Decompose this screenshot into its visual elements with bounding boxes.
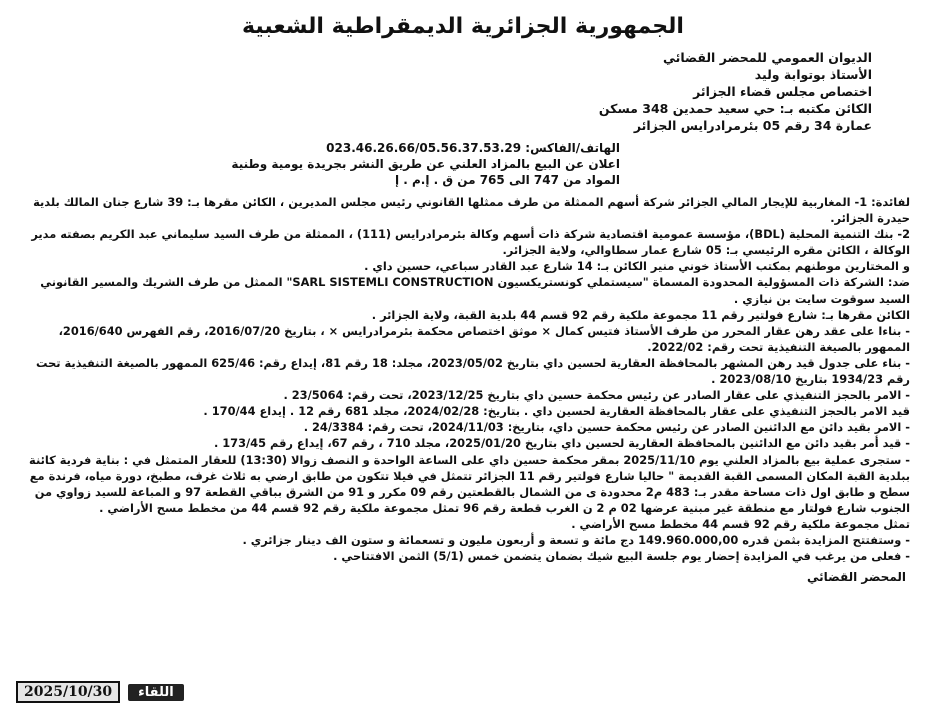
body-paragraph: - الامر بقيد دائن مع الدائنين الصادر عن رئيس محكمة حسين داي، بتاريخ: 2024/11/03، تحت رقم: 24/3384 . [303, 420, 910, 435]
body-paragraph: - بناءا على عقد رهن عقار المحرر من طرف الأستاذ فتيس كمال × موثق اختصاص محكمة بئرمرادرايس × ، بتاريخ 2016/07/20، رقم الفهرس 2016/640، الممهور بالصيغة التنفيذية تحت رقم: 2022/02. [58, 323, 910, 354]
body-paragraph: قيد الامر بالحجز التنفيذي على عقار بالمحافظة العقارية لحسين داي . بتاريخ: 2024/02/28، مجلد 681 رقم 12 . إيداع 170/44 . [203, 404, 910, 419]
body-paragraph: - بناء على جدول قيد رهن المشهر بالمحافظة العقارية لحسين داي بتاريخ 2023/05/02، مجلد: 18 رقم 81، إيداع رقم: 625/46 الممهور بالصيغة التنفيذية تحت رقم 1934/23 بتاريخ 2023/08/10 . [36, 355, 910, 387]
body-paragraph: - وستفتتح المزايدة بثمن قدره 149.960.000,00 دج مائة و تسعة و أربعون مليون و تسعمائة و ستون الف دينار جزائري . [242, 532, 910, 547]
phone-fax: الهاتف/الفاكس: 023.46.26.66/05.56.37.53.29 [326, 141, 620, 155]
body-paragraph: لفائدة: 1- المغاربية للإيجار المالي الجزائر شركة أسهم الممثلة من طرف ممثلها القانوني رئيس مجلس المديرين ، الكائن مقرها بـ: 39 شارع جنان المالك بلدية حيدرة الجزائر. [33, 195, 910, 226]
page-title: الجمهورية الجزائرية الديمقراطية الشعبية [242, 14, 684, 39]
header-line: الأستاذ بوتوابة وليد [754, 67, 872, 82]
notice-body [16, 194, 910, 564]
body-paragraph: - قيد أمر بقيد دائن مع الدائنين بالمحافظة العقارية لحسين داي بتاريخ 2025/01/20، مجلد 710 ، رقم 67، إيداع رقم 173/45 . [213, 436, 910, 451]
body-paragraph: - ستجرى عملية بيع بالمزاد العلني يوم 2025/11/10 بمقر محكمة حسين داي على الساعة الواحدة و النصف زوالا (13:30) للعقار المتمثل في : بناية فردية كائنة ببلدية القبة المكان المسمى القبة القديمة " حاليا شارع فولتير رقم 11 الجزائر تتمثل في فيلا تتكون من طابق ارضي به ثلاث غرف، مطبخ، دورة مياه، فرندة مع سطح و طابق اول ذات مساحة مقدر بـ: 483 م2 محدودة ى من الشمال بالقطعتين رقم 09 مكرر و 91 من الشرق بباقي القطعة 97 و المباعة للسيد زواوي من الجنوب شارع فولتار مع منطقة غير مبنية عرضها 02 م 2 ن الغرب قطعة رقم 96 تمثل مجموعة ملكية رقم 92 قسم 44 من مخطط مسح الأراضي . [29, 452, 910, 515]
body-paragraph: - الامر بالحجز التنفيذي على عقار الصادر عن رئيس محكمة حسين داي بتاريخ 2023/12/25، تحت رقم: 23/5064 . [283, 388, 910, 403]
body-paragraph: الكائن مقرها بـ: شارع فولتير رقم 11 مجموعة ملكية رقم 92 قسم 44 بلدية القبة، ولاية الجزائر . [371, 307, 910, 322]
body-paragraph: ضد: الشركة ذات المسؤولية المحدودة المسماة "سيستملي كونستريكسيون SARL SISTEMLI CONSTRUCTION" الممثل من طرف الشريك والمسير القانوني السيد سوقوت سايت بن نيازي . [40, 275, 910, 306]
body-paragraph: 2- بنك التنمية المحلية (BDL)، مؤسسة عمومية اقتصادية شركة ذات أسهم وكالة بئرمرادرايس (111) ، الممثلة من طرف السيد سليماني عبد الكريم بصفته مدير الوكالة ، الكائن مقره الرئيسي بـ: 05 شارع عمار سطاوالي، ولاية الجزائر. [31, 227, 910, 258]
bailiff-header [16, 49, 910, 134]
header-line: عمارة 34 رقم 05 بئرمرادرايس الجزائر [633, 118, 872, 133]
announcement-title: اعلان عن البيع بالمزاد العلني عن طريق النشر بجريدة يومية وطنية [231, 157, 620, 171]
publication-date: 2025/10/30 [16, 681, 120, 703]
header-line: اختصاص مجلس قضاء الجزائر [693, 84, 872, 99]
legal-articles: المواد من 747 الى 765 من ق . إ.م . إ [394, 173, 620, 187]
signature: المحضر القضائي [806, 570, 906, 585]
body-paragraph: و المختارين موطنهم بمكتب الأستاذ خوني منير الكائن بـ: 14 شارع عبد القادر سباعي، حسين داي . [364, 259, 910, 274]
header-line: الديوان العمومي للمحضر القضائي [663, 50, 872, 65]
body-paragraph: تمثل مجموعة ملكية رقم 92 قسم 44 مخطط مسح الأراضي . [571, 516, 910, 531]
publication-footer [16, 681, 184, 703]
newspaper-name: اللقاء [128, 684, 184, 701]
announcement-header [16, 140, 910, 188]
header-line: الكائن مكتبه بـ: حي سعيد حمدين 348 مسكن [598, 101, 872, 116]
body-paragraph: - فعلى من يرغب في المزايدة إحضار يوم جلسة البيع شيك بضمان يتضمن خمس (5/1) الثمن الافتتاحي . [333, 549, 910, 564]
